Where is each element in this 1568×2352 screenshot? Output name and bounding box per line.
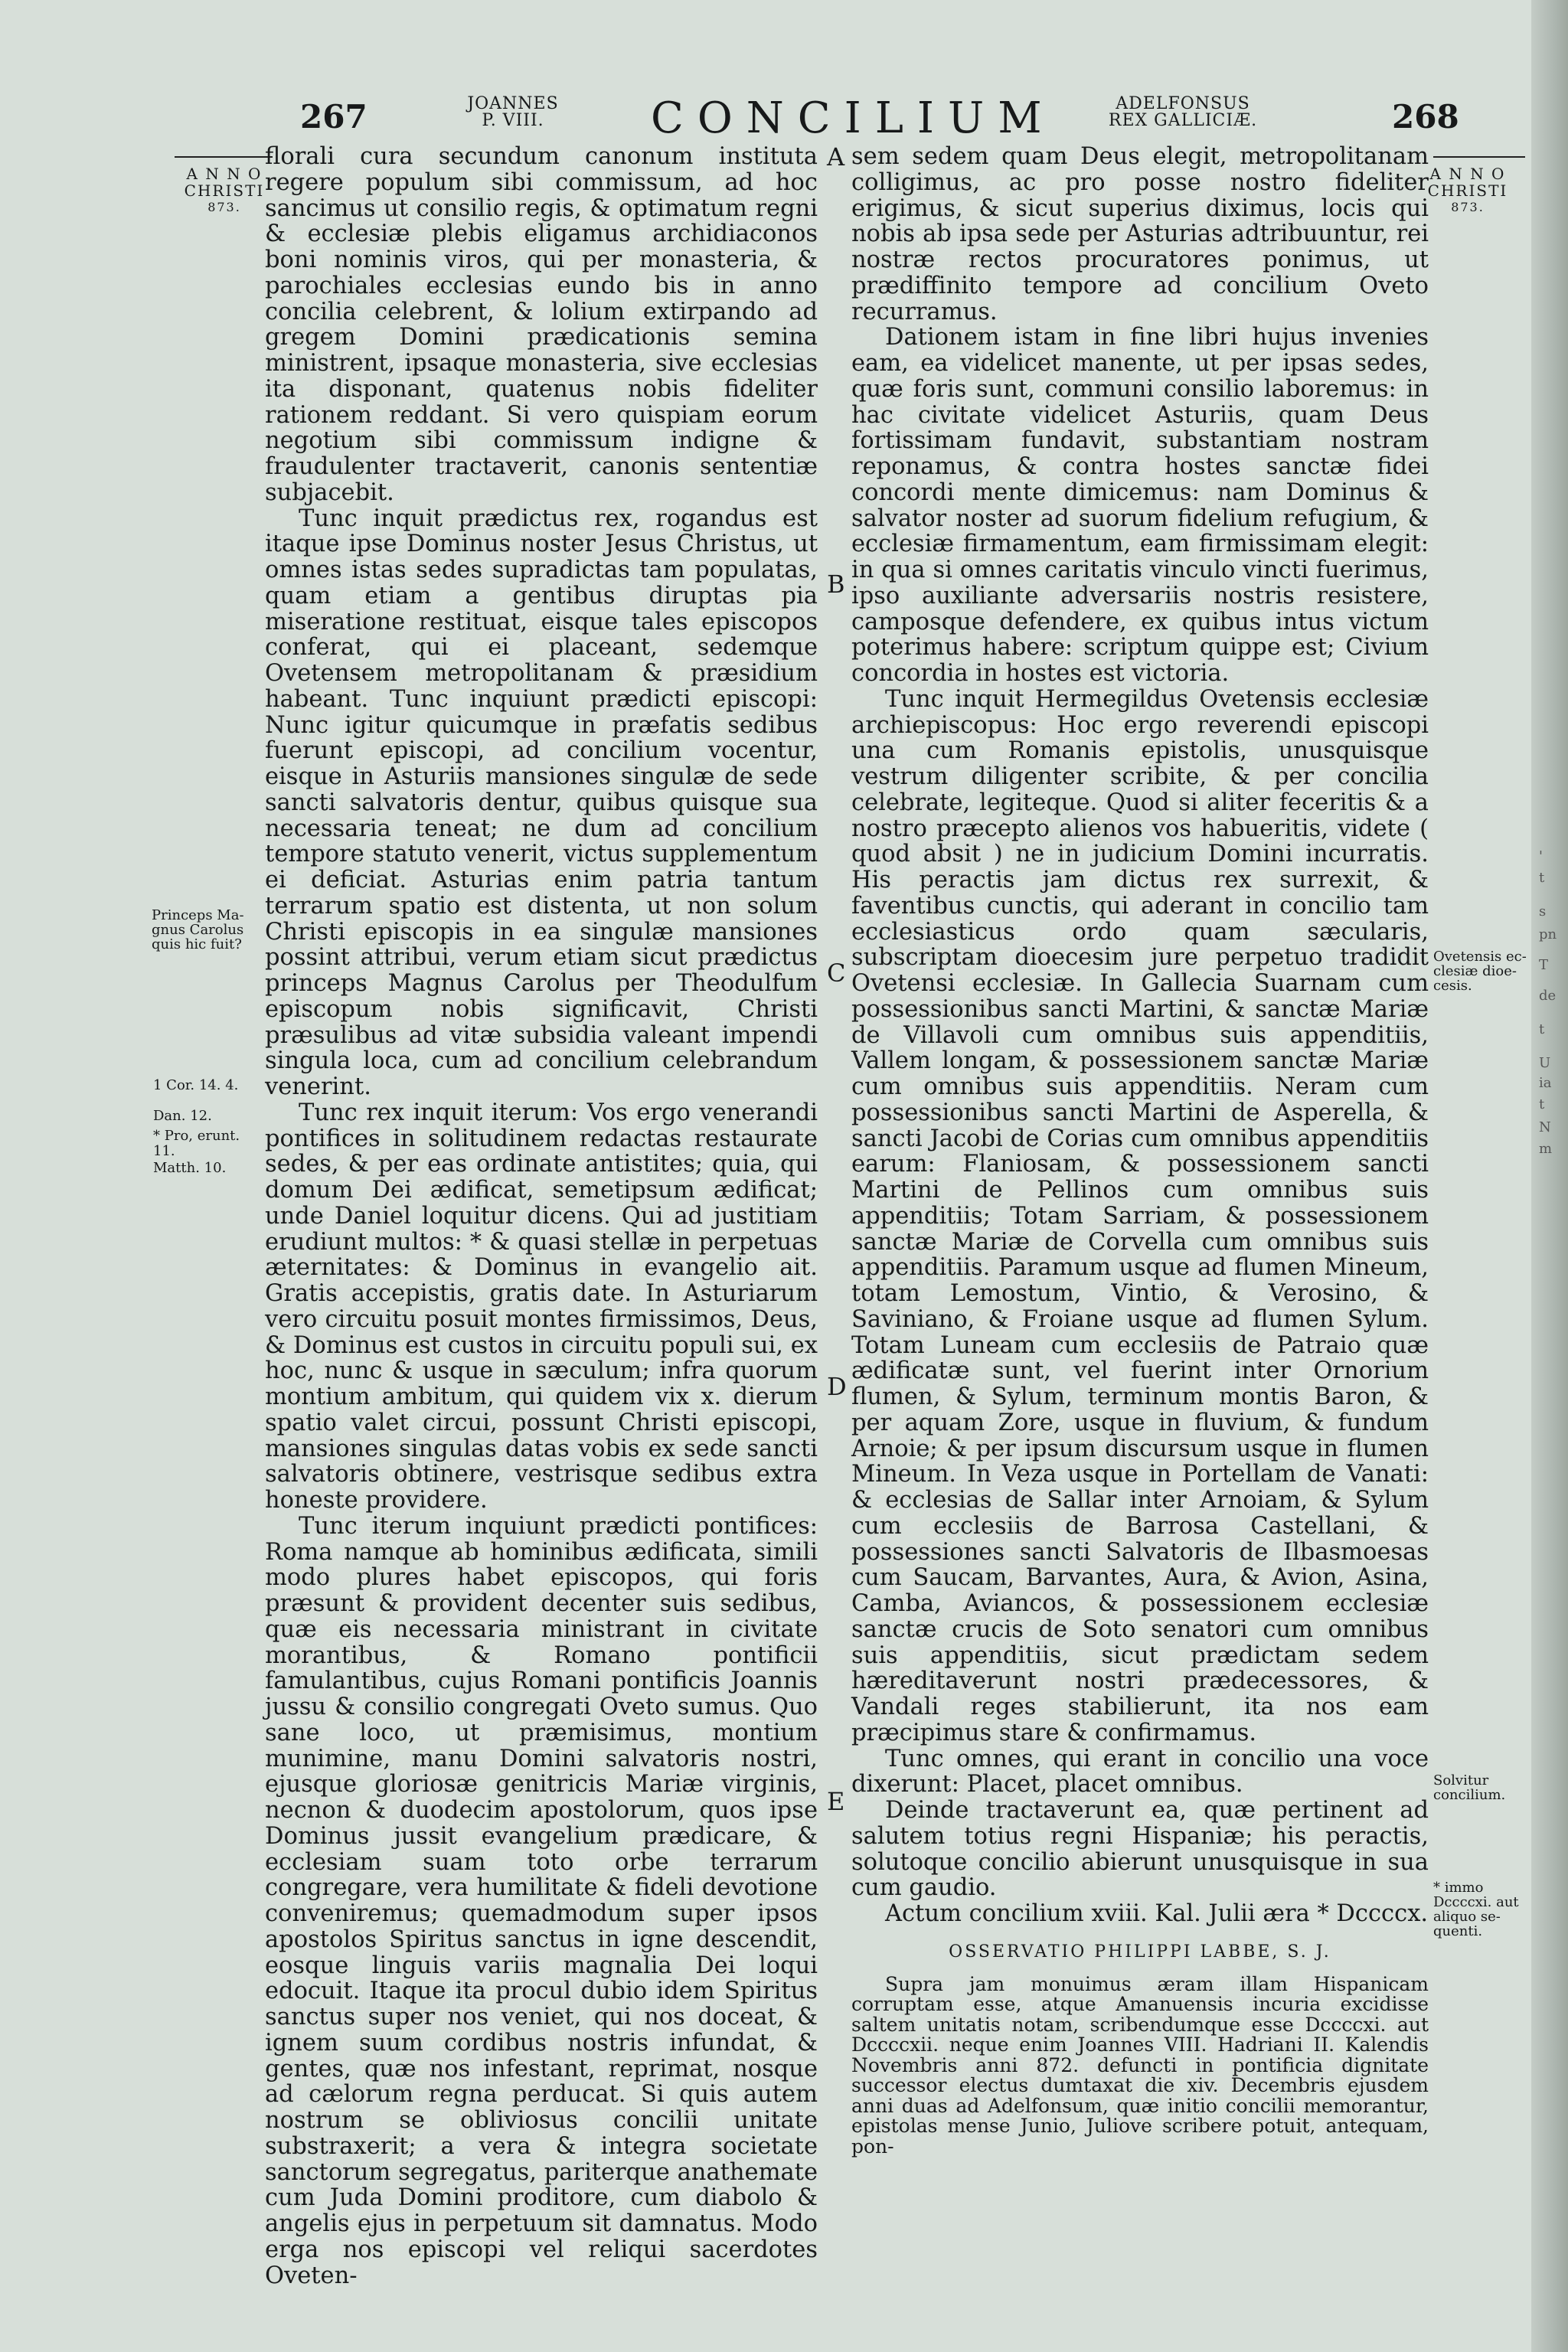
section-letter-b: B (827, 570, 845, 599)
facing-page-fragment: pn (1539, 926, 1557, 942)
margin-ref-matthew: Matth. 10. (153, 1160, 227, 1176)
margin-note-princeps (152, 908, 268, 952)
paragraph: Tunc rex inquit iterum: Vos ergo venerandi pontifices in solitudinem redactas restaurate sedes, & per eas ordinate antistites; quia, qui domum Dei ædificat, semetipsum ædificat; unde Daniel loquitur dicens. Qui ad justitiam erudiunt multos: * & quasi stellæ in perpetuas æternitates: & Dominus in evangelio ait. Gratis accepistis, gratis date. In Asturiarum vero circuitu posuit montes firmissimos, Deus, & Dominus est custos in circuitu populi sui, ex hoc, nunc & usque in sæculum; infra quorum montium ambitum, qui quidem vix x. dierum spatio valet circui, possunt Christi episcopi, mansiones singulas datas vobis ex sede sancti salvatoris obtinere, vestrisque sedibus extra honeste providere. (265, 1099, 818, 1514)
page-title: CONCILIUM (651, 93, 1056, 143)
running-head-left-line: JOANNES (467, 94, 559, 113)
facing-page-fragment: U (1539, 1055, 1551, 1071)
margin-ref-corinthians: 1 Cor. 14. 4. (153, 1077, 239, 1093)
margin-ref-daniel: Dan. 12. (153, 1108, 212, 1124)
text-column-left (265, 144, 818, 2288)
note-line: cesis. (1433, 978, 1472, 994)
note-line: quenti. (1433, 1923, 1483, 1939)
facing-page-fragment: t (1539, 1096, 1545, 1112)
running-head-left-line: P. VIII. (482, 111, 544, 130)
note-line: Princeps Ma- (152, 907, 244, 923)
margin-note-ovetensis (1433, 949, 1531, 993)
running-head-right (1095, 96, 1271, 129)
paragraph: Tunc inquit prædictus rex, rogandus est itaque ipse Dominus noster Jesus Christus, ut omnes istas sedes supradictas tam populatas, quam etiam a gentibus diruptas pia miseratione restituat, eisque tales episcopos conferat, qui ei placeant, sedemque Ovetensem metropolitanam & præsidium habeant. Tunc inquiunt prædicti episcopi: Nunc igitur quicumque in præfatis sedibus fuerunt episcopi, ad concilium vocentur, eisque in Asturiis mansiones singulæ de sede sancti salvatoris dentur, quibus quisque sua necessaria teneat; ne dum ad concilium tempore statuto venerit, victus supplementum ei deficiat. Asturias enim patria tantum terrarum spatio est distenta, ut non solum Christi episcopis in ea singulæ mansiones possint attribui, verum etiam sicut prædictus princeps Magnus Carolus per Theodulfum episcopum nobis significavit, Christi præsulibus ad vitæ subsidia valeant impendi singula loca, cum ad concilium celebrandum venerint. (265, 505, 818, 1100)
paragraph: Actum concilium xviii. Kal. Julii æra * Dccccx. (885, 1900, 1429, 1927)
facing-page-fragment: t (1539, 1021, 1545, 1037)
note-line: Dccccxi. aut (1433, 1894, 1519, 1910)
note-line: gnus Carolus (152, 922, 244, 938)
anno-line: CHRISTI (1427, 181, 1508, 200)
paragraph: sem sedem quam Deus elegit, metropolitanam colligimus, ac pro posse nostro fideliter erigimus, & sicut superius diximus, locis qui nobis ab ipsa sede per Asturias adtribuuntur, rei nostræ rectos procuratores ponimus, ut prædiffinito tempore ad concilium Oveto recurramus. (851, 143, 1429, 325)
section-letter-d: D (827, 1372, 847, 1401)
section-letter-a: A (827, 142, 845, 172)
margin-note-immo (1433, 1880, 1531, 1939)
note-line: aliquo se- (1433, 1909, 1501, 1925)
facing-page-fragment: de (1539, 988, 1557, 1004)
facing-page-fragment: t (1539, 870, 1545, 886)
margin-rule-right (1433, 156, 1525, 158)
margin-ref-number: 11. (153, 1143, 175, 1159)
margin-rule-left (175, 156, 273, 158)
note-line: Solvitur (1433, 1772, 1489, 1788)
text-column-right (851, 144, 1429, 2157)
facing-page-fragment: T (1539, 957, 1549, 973)
note-line: * immo (1433, 1880, 1484, 1896)
note-line: clesiæ dioe- (1433, 963, 1517, 979)
note-line: quis hic fuit? (152, 936, 242, 952)
observatio-heading: OSSERVATIO PHILIPPI LABBE, S. J. (949, 1942, 1331, 1962)
paragraph: florali cura secundum canonum instituta regere populum sibi commissum, ad hoc sancimus ut consilio regis, & optimatum regni & ecclesiæ plebis eligamus archidiaconos boni nominis viros, qui per monasteria, & parochiales ecclesias eundo bis in anno concilia celebrent, & lolium extirpando ad gregem Domini prædicationis semina ministrent, ipsaque monasteria, sive ecclesias ita disponant, quatenus nobis fideliter rationem reddant. Si vero quispiam eorum negotium sibi commissum indigne & fraudulenter tractaverit, canonis sententiæ subjacebit. (265, 143, 818, 506)
adjacent-page-edge (1531, 0, 1568, 2352)
paragraph: Deinde tractaverunt ea, quæ pertinent ad salutem totius regni Hispaniæ; his peractis, solutoque concilio abierunt unusquisque in sua cum gaudio. (851, 1797, 1429, 1902)
paragraph: Tunc inquit Hermegildus Ovetensis ecclesiæ archiepiscopus: Hoc ergo reverendi episcopi una cum Romanis epistolis, unusquisque vestrum diligenter scribite, & per concilia celebrate, legiteque. Quod si aliter feceritis & a nostro præcepto alienos vos habueritis, videte ( quod absit ) ne in judicium Domini incurratis. His peractis jam dictus rex surrexit, & faventibus cunctis, qui aderant in concilio tam ecclesiasticus ordo quam sæcularis, subscriptam dioecesim jure perpetuo tradidit Ovetensi ecclesiæ. In Gallecia Suarnam cum possessionibus sancti Martini, & sanctæ Mariæ de Villavoli cum omnibus suis appenditiis, Vallem longam, & possessionem sanctæ Mariæ cum omnibus suis appenditiis. Neram cum possessionibus sancti Martini de Asperella, & sancti Jacobi de Corias cum omnibus appenditiis earum: Flaniosam, & possessionem sancti Martini de Pellinos cum omnibus suis appenditiis; Totam Sarriam, & possessionem sanctæ Mariæ de Corvella cum omnibus suis appenditiis. Paramum usque ad flumen Mineum, totam Lemostum, Vintio, & Verosino, & Saviniano, & Froiane usque ad flumen Sylum. Totam Luneam cum ecclesiis de Patraio quæ ædificatæ sunt, vel fuerint inter Ornorium flumen, & Sylum, terminum montis Baron, & per aquam Zore, usque in fluvium, & fundum Arnoie; & per ipsum discursum usque in flumen Mineum. In Veza usque in Portellam de Vanati: & ecclesias de Sallar inter Arnoiam, & Sylum cum ecclesiis de Barrosa Castellani, & possessiones sancti Salvatoris de Ilbasmoesas cum Saucam, Barvantes, Aura, & Avion, Asina, Camba, Aviancos, & possessionem ecclesiæ sanctæ crucis de Soto senatori cum omnibus suis appenditiis, sicut prædictam sedem hæreditaverunt nostri prædecessores, & Vandali reges stabilierunt, ita nos eam præcipimus stare & confirmamus. (851, 685, 1429, 1746)
anno-line: 873. (207, 200, 241, 214)
facing-page-fragment: ' (1539, 848, 1543, 864)
section-letter-e: E (827, 1787, 845, 1816)
page-number-left: 267 (300, 98, 368, 136)
note-line: concilium. (1433, 1787, 1506, 1803)
facing-page-fragment: N (1539, 1119, 1551, 1135)
observatio-text: Supra jam monuimus æram illam Hispanicam corruptam esse, atque Amanuensis incuria excidisse saltem unitatis notam, scribendumque esse Dccccxi. aut Dccccxii. neque enim Joannes VIII. Hadriani II. Kalendis Novembris anni 872. defuncti in pontificia dignitate successor electus dumtaxat die xiv. Decembris ejusdem anni duas ad Adelfonsum, quæ initio concilii memorantur, epistolas mense Junio, Juliove scribere potuit, antequam, pon- (851, 1972, 1429, 2158)
facing-page-fragment: ia (1539, 1075, 1552, 1091)
page-number-right: 268 (1392, 98, 1459, 136)
anno-christi-right (1418, 165, 1517, 216)
paragraph: Dationem istam in fine libri hujus invenies eam, ea videlicet manente, ut per ipsas sedes, quæ foris sunt, communi consilio laboremus: in hac civitate videlicet Asturiis, quam Deus fortissimam fundavit, substantiam nostram reponamus, & contra hostes sanctæ fidei concordi mente dimicemus: nam Dominus & salvator noster ad suorum fidelium refugium, & ecclesiæ firmamentum, eam firmissimam elegit: in qua si omnes caritatis vinculo vincti fuerimus, ipso auxiliante adversariis nostris resistere, camposque defendere, ex quibus intus victum poterimus habere: scriptum quippe est; Civium concordia in hostes est victoria. (851, 324, 1429, 687)
anno-line: A N N O (186, 165, 263, 183)
facing-page-fragment: m (1539, 1141, 1553, 1157)
anno-line: 873. (1451, 200, 1485, 214)
margin-ref-pro-erunt: * Pro, erunt. (153, 1128, 240, 1144)
margin-note-solvitur (1433, 1773, 1531, 1802)
running-head-right-line: REX GALLICIÆ. (1108, 111, 1258, 130)
running-head-right-line: ADELFONSUS (1116, 94, 1250, 113)
anno-christi-left (175, 165, 274, 216)
anno-line: CHRISTI (184, 181, 265, 200)
anno-line: A N N O (1429, 165, 1506, 183)
note-line: Ovetensis ec- (1433, 949, 1527, 965)
section-letter-c: C (827, 959, 846, 988)
paragraph: Tunc iterum inquiunt prædicti pontifices: Roma namque ab hominibus ædificata, simili modo plures habet episcopos, qui foris præsunt & provident decenter suis sedibus, quæ eis necessaria ministrant in civitate morantibus, & Romano pontificii famulantibus, cujus Romani pontificis Joannis jussu & consilio congregati Oveto sumus. Quo sane loco, ut præmisimus, montium munimine, manu Domini salvatoris nostri, ejusque gloriosæ genitricis Mariæ virginis, necnon & duodecim apostolorum, quos ipse Dominus jussit evangelium prædicare, & ecclesiam suam toto orbe terrarum congregare, vera humilitate & fideli devotione conveniremus; quemadmodum super ipsos apostolos Spiritus sanctus in igne descendit, eosque linguis variis magnalia Dei loqui edocuit. Itaque ita procul dubio idem Spiritus sanctus super nos veniet, qui nos doceat, & ignem suum cordibus nostris infundat, & gentes, quæ nos infestant, reprimat, nosque ad cælorum regna perducat. Si quis autem nostrum se obliviosus concilii unitate substraxerit; a vera & integra societate sanctorum segregatus, pariterque anathemate cum Juda Domini proditore, cum diabolo & angelis ejus in perpetuum sit damnatus. Modo erga nos episcopi vel reliqui sacerdotes Oveten- (265, 1512, 818, 2289)
facing-page-fragment: s (1539, 903, 1547, 920)
running-head-left (459, 96, 567, 129)
paragraph: Tunc omnes, qui erant in concilio una voce dixerunt: Placet, placet omnibus. (851, 1745, 1429, 1798)
